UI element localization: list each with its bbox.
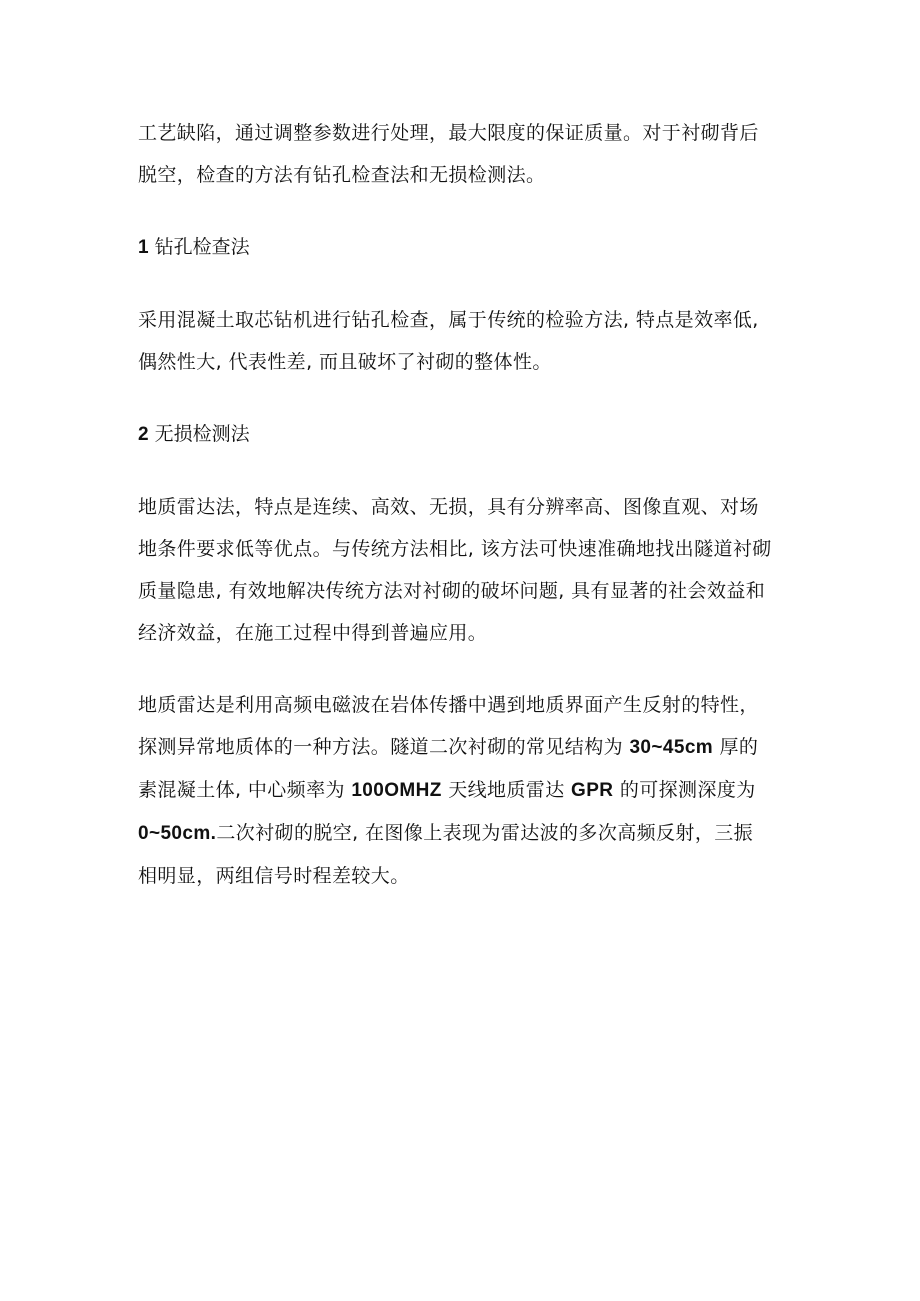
paragraph-drilling <box>138 299 786 383</box>
text-line: 质量隐患, 有效地解决传统方法对衬砌的破坏问题, 具有显著的社会效益和 <box>138 580 766 602</box>
paragraph-radar-method <box>138 486 786 654</box>
text-line <box>138 726 786 769</box>
text-line: 地条件要求低等优点。与传统方法相比, 该方法可快速准确地找出隧道衬砌 <box>138 538 772 560</box>
text-line: 偶然性大, 代表性差, 而且破坏了衬砌的整体性。 <box>138 351 552 373</box>
text-line: 相明显，两组信号时程差较大。 <box>138 865 410 887</box>
text-run: 天线地质雷达 <box>441 779 572 801</box>
bold-value: 0~50cm. <box>138 823 217 844</box>
section-title: 无损检测法 <box>154 423 250 445</box>
text-run: 探测异常地质体的一种方法。隧道二次衬砌的常见结构为 <box>138 736 630 758</box>
paragraph-radar-principle <box>138 684 786 897</box>
bold-value: GPR <box>571 780 614 801</box>
bold-value: 30~45cm <box>629 737 714 758</box>
text-line <box>138 812 786 855</box>
text-line: 工艺缺陷，通过调整参数进行处理，最大限度的保证质量。对于衬砌背后 <box>138 122 759 144</box>
text-line: 经济效益，在施工过程中得到普遍应用。 <box>138 622 488 644</box>
section-heading-nondestructive <box>138 413 786 456</box>
text-line: 地质雷达法，特点是连续、高效、无损，具有分辨率高、图像直观、对场 <box>138 496 759 518</box>
text-run: 二次衬砌的脱空, 在图像上表现为雷达波的多次高频反射，三振 <box>216 822 754 844</box>
text-line: 地质雷达是利用高频电磁波在岩体传播中遇到地质界面产生反射的特性， <box>138 694 759 716</box>
text-run: 的可探测深度为 <box>613 779 756 801</box>
paragraph-intro <box>138 112 786 196</box>
text-line: 脱空，检查的方法有钻孔检查法和无损检测法。 <box>138 164 546 186</box>
document-page <box>138 112 786 897</box>
bold-value: 100OMHZ <box>351 780 442 801</box>
section-heading-drilling <box>138 226 786 269</box>
text-run: 素混凝土体, 中心频率为 <box>138 779 352 801</box>
section-title: 钻孔检查法 <box>154 236 250 258</box>
section-number: 2 <box>138 424 149 445</box>
text-line <box>138 769 786 812</box>
text-line: 采用混凝土取芯钻机进行钻孔检查，属于传统的检验方法, 特点是效率低, <box>138 309 759 331</box>
section-number: 1 <box>138 237 149 258</box>
text-run: 厚的 <box>713 736 759 758</box>
